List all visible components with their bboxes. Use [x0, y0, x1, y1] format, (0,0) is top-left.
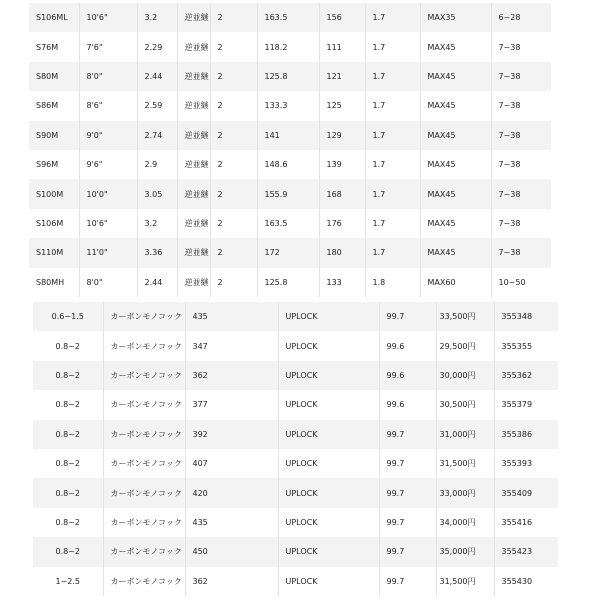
table-row [29, 3, 551, 32]
sections-cell: 2 [210, 91, 257, 120]
closed-length-cell: 155.9 [257, 179, 319, 208]
closed-length-cell: 118.2 [257, 32, 319, 61]
weight-cell: 156 [319, 3, 365, 32]
length-m-cell: 2.44 [137, 62, 177, 91]
weight-cell: 180 [319, 238, 365, 267]
tip-diameter-cell: 1.7 [365, 32, 420, 61]
grip-cell: カーボンモノコック [103, 390, 185, 419]
table-row [33, 390, 558, 419]
closed-length-cell: 125.8 [257, 62, 319, 91]
grip-cell: カーボンモノコック [103, 302, 185, 331]
product-code-cell: 355355 [494, 331, 558, 360]
joint-type-cell: 逆並継 [177, 121, 210, 150]
pe-line-cell: 0.8~2 [33, 478, 103, 507]
joint-type-cell: 逆並継 [177, 209, 210, 238]
line-cell: 7~38 [491, 121, 551, 150]
line-cell: 7~38 [491, 179, 551, 208]
joint-type-cell: 逆並継 [177, 91, 210, 120]
table-row [29, 238, 551, 267]
carbon-ratio-cell: 99.6 [379, 331, 436, 360]
spec-table-bottom [33, 302, 558, 596]
sections-cell: 2 [210, 209, 257, 238]
rod-weight-cell: 347 [185, 331, 278, 360]
line-cell: 10~50 [491, 268, 551, 297]
pe-line-cell: 0.8~2 [33, 508, 103, 537]
model-cell: S96M [29, 150, 79, 179]
length-m-cell: 2.29 [137, 32, 177, 61]
lure-weight-cell: MAX45 [420, 209, 491, 238]
joint-type-cell: 逆並継 [177, 150, 210, 179]
length-m-cell: 3.36 [137, 238, 177, 267]
carbon-ratio-cell: 99.7 [379, 420, 436, 449]
lure-weight-cell: MAX45 [420, 179, 491, 208]
grip-cell: カーボンモノコック [103, 567, 185, 596]
tip-diameter-cell: 1.7 [365, 121, 420, 150]
tip-diameter-cell: 1.7 [365, 91, 420, 120]
pe-line-cell: 0.8~2 [33, 361, 103, 390]
table-row [29, 121, 551, 150]
carbon-ratio-cell: 99.6 [379, 390, 436, 419]
model-cell: S110M [29, 238, 79, 267]
reel-seat-cell: UPLOCK [278, 361, 379, 390]
pe-line-cell: 1~2.5 [33, 567, 103, 596]
length-m-cell: 3.2 [137, 209, 177, 238]
line-cell: 7~38 [491, 238, 551, 267]
rod-weight-cell: 377 [185, 390, 278, 419]
pe-line-cell: 0.8~2 [33, 420, 103, 449]
table-row [33, 449, 558, 478]
closed-length-cell: 125.8 [257, 268, 319, 297]
table-row [33, 361, 558, 390]
table-row [33, 567, 558, 596]
line-cell: 6~28 [491, 3, 551, 32]
tip-diameter-cell: 1.7 [365, 3, 420, 32]
model-cell: S76M [29, 32, 79, 61]
tip-diameter-cell: 1.7 [365, 62, 420, 91]
model-cell: S106ML [29, 3, 79, 32]
length-ft-cell: 10'6" [79, 3, 137, 32]
product-code-cell: 355416 [494, 508, 558, 537]
length-m-cell: 3.2 [137, 3, 177, 32]
grip-cell: カーボンモノコック [103, 331, 185, 360]
grip-cell: カーボンモノコック [103, 361, 185, 390]
price-cell: 30,000円 [436, 361, 494, 390]
closed-length-cell: 163.5 [257, 3, 319, 32]
lure-weight-cell: MAX45 [420, 62, 491, 91]
tip-diameter-cell: 1.7 [365, 209, 420, 238]
table-row [33, 420, 558, 449]
model-cell: S106M [29, 209, 79, 238]
table-row [29, 179, 551, 208]
table-row [33, 537, 558, 566]
carbon-ratio-cell: 99.7 [379, 302, 436, 331]
product-code-cell: 355379 [494, 390, 558, 419]
spec-table-bottom-body [33, 302, 558, 596]
price-cell: 33,000円 [436, 478, 494, 507]
price-cell: 31,000円 [436, 420, 494, 449]
reel-seat-cell: UPLOCK [278, 508, 379, 537]
joint-type-cell: 逆並継 [177, 62, 210, 91]
sections-cell: 2 [210, 268, 257, 297]
reel-seat-cell: UPLOCK [278, 390, 379, 419]
pe-line-cell: 0.8~2 [33, 537, 103, 566]
rod-weight-cell: 407 [185, 449, 278, 478]
lure-weight-cell: MAX45 [420, 150, 491, 179]
closed-length-cell: 148.6 [257, 150, 319, 179]
pe-line-cell: 0.8~2 [33, 390, 103, 419]
lure-weight-cell: MAX45 [420, 91, 491, 120]
length-ft-cell: 10'0" [79, 179, 137, 208]
price-cell: 31,500円 [436, 449, 494, 478]
model-cell: S86M [29, 91, 79, 120]
table-row [29, 150, 551, 179]
price-cell: 30,500円 [436, 390, 494, 419]
reel-seat-cell: UPLOCK [278, 537, 379, 566]
closed-length-cell: 133.3 [257, 91, 319, 120]
grip-cell: カーボンモノコック [103, 508, 185, 537]
product-code-cell: 355362 [494, 361, 558, 390]
length-ft-cell: 9'6" [79, 150, 137, 179]
length-ft-cell: 9'0" [79, 121, 137, 150]
product-code-cell: 355348 [494, 302, 558, 331]
rod-weight-cell: 362 [185, 361, 278, 390]
table-row [29, 268, 551, 297]
rod-weight-cell: 450 [185, 537, 278, 566]
length-ft-cell: 8'0" [79, 62, 137, 91]
table-row [33, 478, 558, 507]
joint-type-cell: 逆並継 [177, 3, 210, 32]
lure-weight-cell: MAX45 [420, 32, 491, 61]
product-code-cell: 355430 [494, 567, 558, 596]
weight-cell: 111 [319, 32, 365, 61]
weight-cell: 139 [319, 150, 365, 179]
grip-cell: カーボンモノコック [103, 420, 185, 449]
table-row [29, 91, 551, 120]
pe-line-cell: 0.6~1.5 [33, 302, 103, 331]
table-row [33, 302, 558, 331]
length-m-cell: 2.9 [137, 150, 177, 179]
tip-diameter-cell: 1.7 [365, 150, 420, 179]
weight-cell: 121 [319, 62, 365, 91]
length-ft-cell: 10'6" [79, 209, 137, 238]
carbon-ratio-cell: 99.7 [379, 478, 436, 507]
price-cell: 29,500円 [436, 331, 494, 360]
weight-cell: 125 [319, 91, 365, 120]
spec-table-top [29, 3, 551, 297]
table-row [29, 209, 551, 238]
reel-seat-cell: UPLOCK [278, 302, 379, 331]
joint-type-cell: 逆並継 [177, 179, 210, 208]
grip-cell: カーボンモノコック [103, 478, 185, 507]
rod-weight-cell: 392 [185, 420, 278, 449]
reel-seat-cell: UPLOCK [278, 478, 379, 507]
sections-cell: 2 [210, 3, 257, 32]
model-cell: S80M [29, 62, 79, 91]
model-cell: S80MH [29, 268, 79, 297]
weight-cell: 133 [319, 268, 365, 297]
spec-table-top-body [29, 3, 551, 297]
closed-length-cell: 141 [257, 121, 319, 150]
line-cell: 7~38 [491, 32, 551, 61]
product-code-cell: 355423 [494, 537, 558, 566]
lure-weight-cell: MAX45 [420, 121, 491, 150]
weight-cell: 129 [319, 121, 365, 150]
carbon-ratio-cell: 99.7 [379, 537, 436, 566]
lure-weight-cell: MAX35 [420, 3, 491, 32]
price-cell: 35,000円 [436, 537, 494, 566]
line-cell: 7~38 [491, 62, 551, 91]
length-ft-cell: 8'0" [79, 268, 137, 297]
product-code-cell: 355386 [494, 420, 558, 449]
rod-weight-cell: 362 [185, 567, 278, 596]
carbon-ratio-cell: 99.7 [379, 567, 436, 596]
line-cell: 7~38 [491, 91, 551, 120]
sections-cell: 2 [210, 150, 257, 179]
length-m-cell: 2.74 [137, 121, 177, 150]
line-cell: 7~38 [491, 209, 551, 238]
model-cell: S100M [29, 179, 79, 208]
lure-weight-cell: MAX45 [420, 238, 491, 267]
rod-weight-cell: 420 [185, 478, 278, 507]
grip-cell: カーボンモノコック [103, 537, 185, 566]
length-ft-cell: 11'0" [79, 238, 137, 267]
sections-cell: 2 [210, 238, 257, 267]
length-ft-cell: 7'6" [79, 32, 137, 61]
carbon-ratio-cell: 99.6 [379, 361, 436, 390]
sections-cell: 2 [210, 121, 257, 150]
price-cell: 34,000円 [436, 508, 494, 537]
sections-cell: 2 [210, 62, 257, 91]
sections-cell: 2 [210, 179, 257, 208]
pe-line-cell: 0.8~2 [33, 331, 103, 360]
product-code-cell: 355393 [494, 449, 558, 478]
reel-seat-cell: UPLOCK [278, 420, 379, 449]
carbon-ratio-cell: 99.7 [379, 449, 436, 478]
joint-type-cell: 逆並継 [177, 238, 210, 267]
grip-cell: カーボンモノコック [103, 449, 185, 478]
price-cell: 31,500円 [436, 567, 494, 596]
reel-seat-cell: UPLOCK [278, 331, 379, 360]
reel-seat-cell: UPLOCK [278, 449, 379, 478]
tip-diameter-cell: 1.8 [365, 268, 420, 297]
length-m-cell: 3.05 [137, 179, 177, 208]
reel-seat-cell: UPLOCK [278, 567, 379, 596]
lure-weight-cell: MAX60 [420, 268, 491, 297]
table-row [33, 331, 558, 360]
model-cell: S90M [29, 121, 79, 150]
table-row [29, 32, 551, 61]
rod-weight-cell: 435 [185, 508, 278, 537]
rod-weight-cell: 435 [185, 302, 278, 331]
carbon-ratio-cell: 99.7 [379, 508, 436, 537]
closed-length-cell: 172 [257, 238, 319, 267]
tip-diameter-cell: 1.7 [365, 238, 420, 267]
table-row [33, 508, 558, 537]
weight-cell: 168 [319, 179, 365, 208]
sections-cell: 2 [210, 32, 257, 61]
tip-diameter-cell: 1.7 [365, 179, 420, 208]
pe-line-cell: 0.8~2 [33, 449, 103, 478]
price-cell: 33,500円 [436, 302, 494, 331]
weight-cell: 176 [319, 209, 365, 238]
length-m-cell: 2.44 [137, 268, 177, 297]
line-cell: 7~38 [491, 150, 551, 179]
length-ft-cell: 8'6" [79, 91, 137, 120]
joint-type-cell: 逆並継 [177, 268, 210, 297]
closed-length-cell: 163.5 [257, 209, 319, 238]
joint-type-cell: 逆並継 [177, 32, 210, 61]
length-m-cell: 2.59 [137, 91, 177, 120]
table-row [29, 62, 551, 91]
product-code-cell: 355409 [494, 478, 558, 507]
